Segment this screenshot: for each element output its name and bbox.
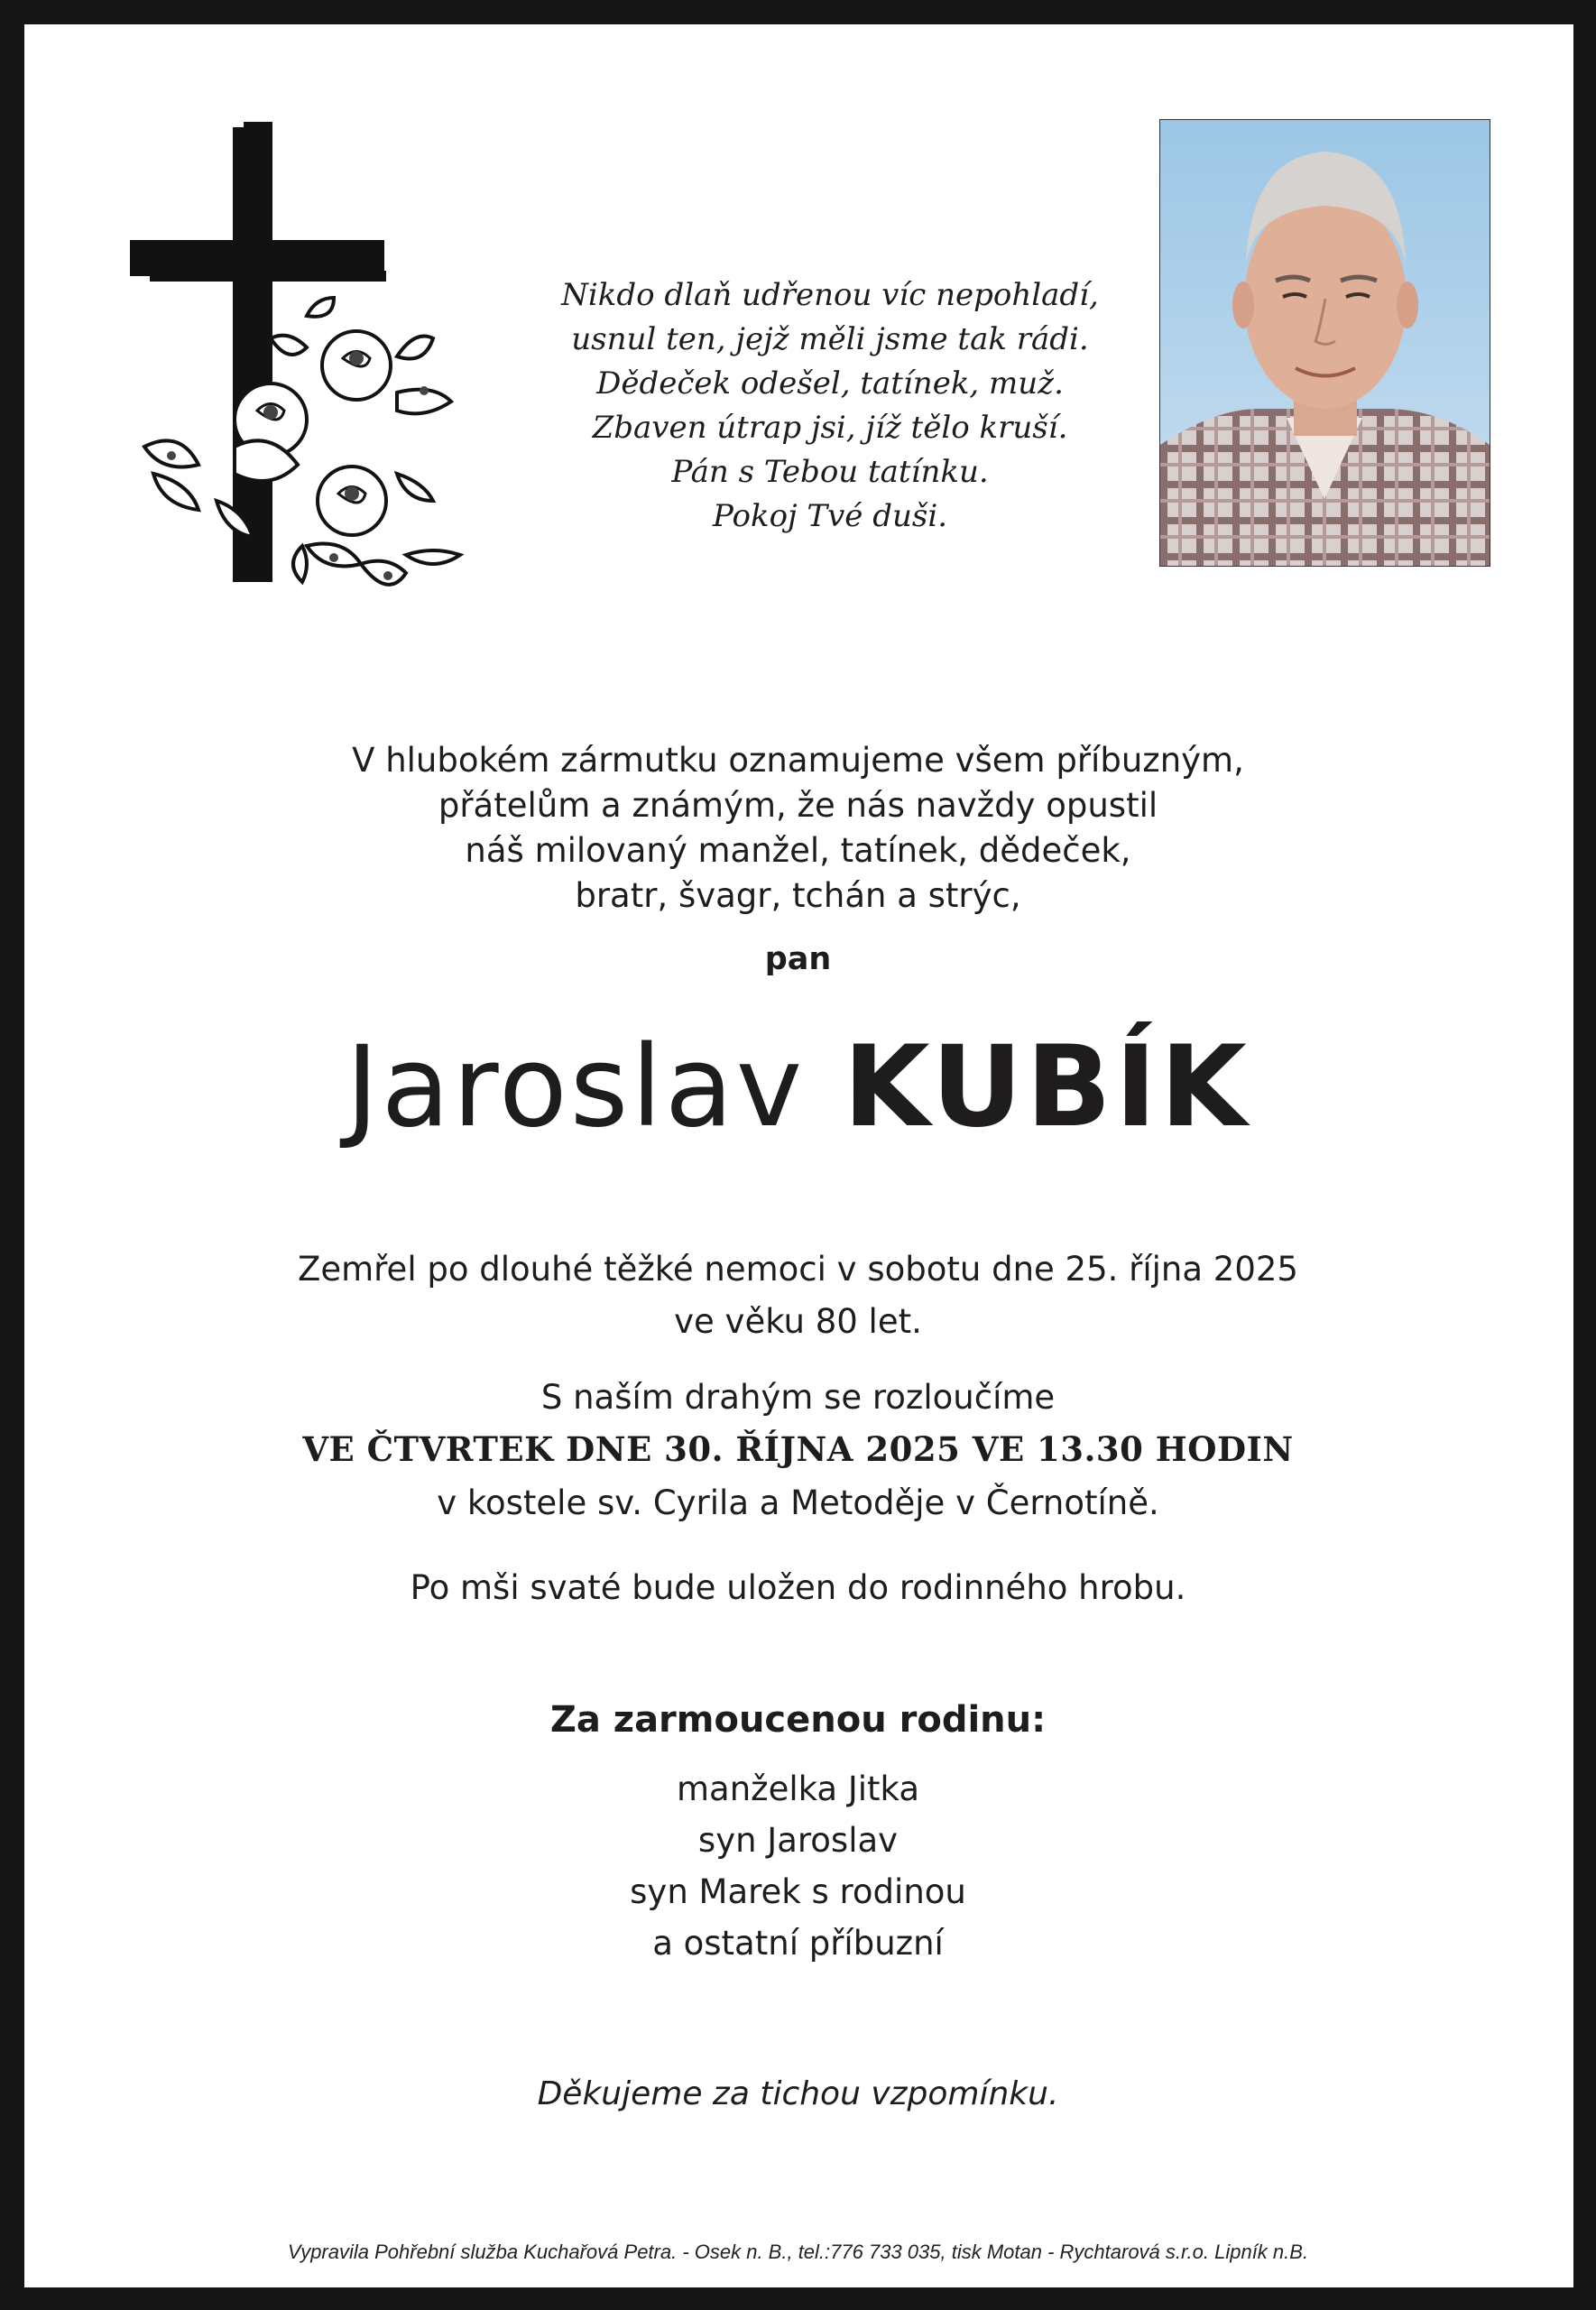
farewell-time: VE ČTVRTEK DNE 30. ŘÍJNA 2025 VE 13.30 HODIN [302, 1429, 1294, 1469]
footer-credits: Vypravila Pohřební služba Kuchařová Petra. - Osek n. B., tel.:776 733 035, tisk Motan - Rychtarová s.r.o. Lipník n.B. [287, 2241, 1309, 2263]
family-members [0, 1763, 1596, 1969]
poem-line: Dědeček odešel, tatínek, muž. [596, 365, 1064, 402]
announcement-line: přátelům a známým, že nás navždy opustil [438, 786, 1158, 825]
poem-line: Pán s Tebou tatínku. [671, 454, 989, 490]
burial-note: Po mši svaté bude uložen do rodinného hrobu. [410, 1568, 1186, 1607]
thanks-note: Děkujeme za tichou vzpomínku. [537, 2075, 1059, 2112]
family-member: a ostatní příbuzní [652, 1924, 944, 1963]
salutation: pan [764, 941, 832, 977]
death-details [0, 1243, 1596, 1348]
cross-with-roses-icon [126, 122, 469, 618]
last-name: KUBÍK [843, 1022, 1250, 1152]
poem-line: Nikdo dlaň udřenou víc nepohladí, [561, 277, 1099, 313]
announcement-line: V hlubokém zármutku oznamujeme všem příbuzným, [352, 741, 1244, 780]
family-member: syn Jaroslav [697, 1821, 899, 1860]
poem [505, 273, 1155, 539]
farewell-place: v kostele sv. Cyrila a Metoděje v Černotíně. [437, 1483, 1159, 1522]
family-heading: Za zarmoucenou rodinu: [549, 1699, 1047, 1741]
farewell-intro: S naším drahým se rozloučíme [540, 1378, 1056, 1417]
announcement-text [0, 738, 1596, 919]
death-line: Zemřel po dlouhé těžké nemoci v sobotu dne 25. října 2025 [298, 1250, 1298, 1289]
deceased-name [0, 1024, 1596, 1150]
death-line: ve věku 80 let. [674, 1302, 922, 1341]
poem-line: Pokoj Tvé duši. [713, 498, 947, 534]
portrait-photo [1159, 119, 1490, 567]
first-name: Jaroslav [346, 1022, 806, 1152]
family-member: syn Marek s rodinou [630, 1872, 966, 1911]
announcement-line: náš milovaný manžel, tatínek, dědeček, [465, 831, 1131, 870]
poem-line: Zbaven útrap jsi, jíž tělo kruší. [592, 410, 1068, 446]
poem-line: usnul ten, jejž měli jsme tak rádi. [571, 321, 1089, 357]
announcement-line: bratr, švagr, tchán a strýc, [575, 876, 1021, 915]
family-member: manželka Jitka [677, 1769, 919, 1808]
